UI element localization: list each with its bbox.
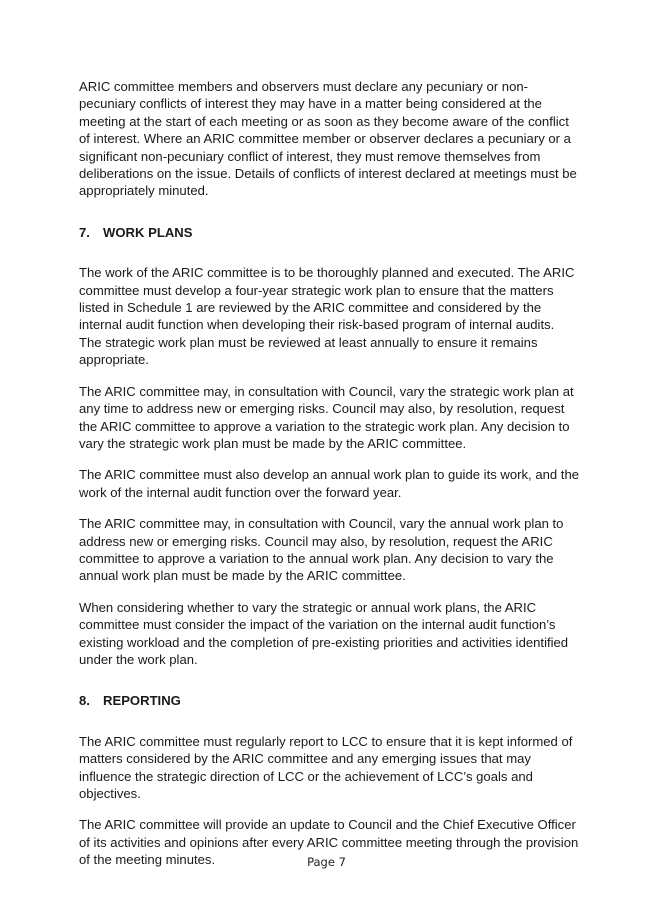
- section-8-paragraph-1: The ARIC committee must regularly report to LCC to ensure that it is kept informed of matters considered by the ARIC committee and any emerging issues that may influence the strategic direction of LCC or the achievement of LCC’s goals and objectives.: [79, 733, 573, 801]
- section-7-paragraph-1: The work of the ARIC committee is to be thoroughly planned and executed. The ARIC committee must develop a four-year strategic work plan to ensure that the matters listed in Schedule 1 are reviewed by the ARIC committee and considered by the internal audit function when developing their risk-based program of internal audits. The strategic work plan must be reviewed at least annually to ensure it remains appropriate.: [79, 265, 575, 368]
- section-8-heading: [79, 692, 579, 709]
- section-7-paragraph-3: The ARIC committee must also develop an annual work plan to guide its work, and the work of the internal audit function over the forward year.: [79, 467, 580, 500]
- section-8-paragraph-2: The ARIC committee will provide an update to Council and the Chief Executive Officer of its activities and opinions after every ARIC committee meeting through the provision of the meeting minutes.: [79, 817, 579, 868]
- section-7-number: 7.: [79, 224, 90, 240]
- section-7-title: WORK PLANS: [103, 224, 193, 240]
- section-7-paragraph-4: The ARIC committee may, in consultation with Council, vary the annual work plan to address new or emerging risks. Council may also, by resolution, request the ARIC committee to approve a variation to the annual work plan. Any decision to vary the annual work plan must be made by the ARIC committee.: [79, 516, 564, 584]
- intro-paragraph: ARIC committee members and observers must declare any pecuniary or non-pecuniary conflicts of interest they may have in a matter being considered at the meeting at the start of each meeting or as soon as they become aware of the conflict of interest. Where an ARIC committee member or observer declares a pecuniary or a significant non-pecuniary conflict of interest, they must remove themselves from deliberations on the issue. Details of conflicts of interest declared at meetings must be appropriately minuted.: [79, 79, 577, 199]
- section-8-title: REPORTING: [103, 693, 181, 709]
- section-7-paragraph-2: The ARIC committee may, in consultation with Council, vary the strategic work plan at any time to address new or emerging risks. Council may also, by resolution, request the ARIC committee to approve a variation to the strategic work plan. Any decision to vary the strategic work plan must be made by the ARIC committee.: [79, 383, 574, 451]
- section-8-number: 8.: [79, 693, 90, 709]
- page-number: Page 7: [307, 855, 346, 869]
- section-7-heading: [79, 224, 579, 241]
- section-7-paragraph-5: When considering whether to vary the strategic or annual work plans, the ARIC committee must consider the impact of the variation on the internal audit function’s existing workload and the completion of pre-existing priorities and activities identified under the work plan.: [79, 599, 569, 667]
- page-content: [79, 78, 579, 869]
